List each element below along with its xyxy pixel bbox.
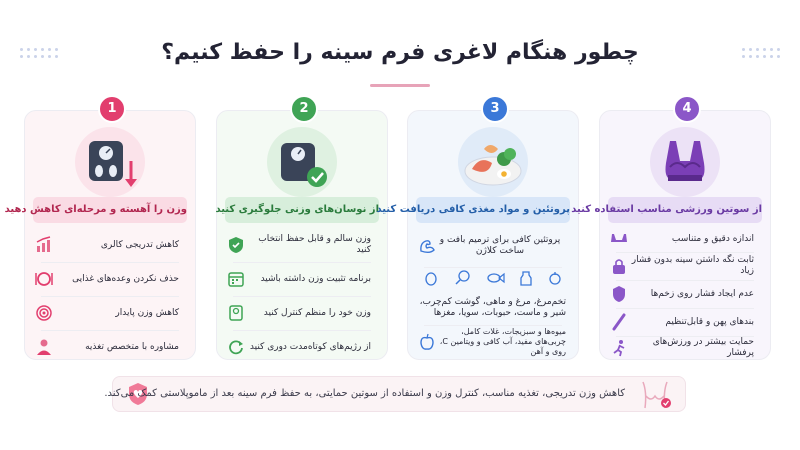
list-item	[225, 333, 379, 361]
list-item	[608, 227, 762, 251]
bra-icon	[608, 228, 630, 250]
fish-icon	[486, 271, 504, 289]
list-item-label: ثابت نگه داشتن سینه بدون فشار زیاد	[631, 255, 754, 276]
list-item	[225, 265, 379, 293]
card-heading: وزن را آهسته و مرحله‌ای کاهش دهید	[33, 197, 187, 223]
card-gradual-weight-loss	[4, 101, 196, 360]
calendar-icon	[225, 268, 247, 290]
plate-icon	[33, 268, 55, 290]
list-item-label: وزن سالم و قابل حفظ انتخاب کنید	[258, 234, 371, 255]
divider	[41, 296, 179, 297]
lock-icon	[608, 255, 630, 277]
card-sports-bra	[571, 101, 771, 360]
scale-arrow-down-icon	[75, 127, 145, 197]
sports-bra-icon	[650, 127, 720, 197]
summary-banner	[104, 376, 686, 412]
list-item-label: حذف نکردن وعده‌های غذایی	[72, 273, 179, 284]
divider	[233, 262, 371, 263]
card-heading: پروتئین و مواد مغذی کافی دریافت کنید	[416, 197, 570, 223]
list-item	[416, 291, 570, 325]
divider	[424, 267, 562, 268]
cycle-icon	[225, 336, 247, 358]
card-number-badge: 1	[98, 95, 126, 123]
list-item-label: کاهش وزن پایدار	[115, 307, 179, 318]
scale-icon	[225, 302, 247, 324]
list-item	[225, 231, 379, 259]
card-number-badge: 2	[290, 95, 318, 123]
list-item	[33, 265, 187, 293]
divider	[41, 330, 179, 331]
runner-icon	[608, 337, 630, 359]
card-heading: از نوسان‌های وزنی جلوگیری کنید	[225, 197, 379, 223]
list-item-label: پروتئین کافی برای ترمیم بافت و ساخت کلاژن	[439, 235, 561, 256]
list-item-label: عدم ایجاد فشار روی زخم‌ها	[650, 288, 754, 299]
shield-icon	[608, 283, 630, 305]
list-item-label: کاهش تدریجی کالری	[100, 239, 179, 250]
title-underline	[370, 84, 430, 87]
divider	[41, 262, 179, 263]
list-item-label: بندهای پهن و قابل‌تنظیم	[665, 316, 754, 327]
scale-check-icon	[267, 127, 337, 197]
trend-down-icon	[33, 234, 55, 256]
nut-icon	[548, 271, 562, 289]
list-item	[33, 299, 187, 327]
card-number-badge: 3	[481, 95, 509, 123]
list-item-label: تخم‌مرغ، مرغ و ماهی، گوشت کم‌چرب، شیر و ماست، حبوبات، سویا، مغزها	[419, 297, 566, 318]
list-item-label: حمایت بیشتر در ورزش‌های پرفشار	[652, 337, 754, 358]
list-item	[33, 333, 187, 361]
list-item-label: مشاوره با متخصص تغذیه	[85, 341, 179, 352]
egg-icon	[424, 270, 438, 290]
milk-icon	[520, 270, 532, 290]
shield-icon	[225, 234, 247, 256]
muscle-icon	[416, 235, 438, 257]
list-item-label: برنامه تثبیت وزن داشته باشید	[260, 273, 371, 284]
list-item-label: میوه‌ها و سبزیجات، غلات کامل، چربی‌های مفید، آب کافی و ویتامین C، روی و آهن	[439, 327, 566, 356]
body-silhouette-icon	[635, 378, 675, 414]
list-item	[608, 337, 762, 359]
target-icon	[33, 302, 55, 324]
list-item	[608, 253, 762, 279]
apple-icon	[416, 331, 438, 353]
card-avoid-weight-fluctuation	[215, 101, 388, 360]
list-item	[608, 309, 762, 335]
list-item-label: وزن خود را منظم کنترل کنید	[263, 307, 371, 318]
list-item-label: اندازه دقیق و متناسب	[671, 233, 754, 244]
list-item	[608, 281, 762, 307]
chicken-icon	[454, 270, 470, 290]
list-item	[416, 327, 570, 357]
divider	[233, 330, 371, 331]
list-item-label: از رژیم‌های کوتاه‌مدت دوری کنید	[249, 341, 371, 352]
strap-icon	[608, 311, 630, 333]
divider	[424, 325, 562, 326]
protein-plate-icon	[458, 127, 528, 197]
summary-text: کاهش وزن تدریجی، تغذیه مناسب، کنترل وزن و استفاده از سوتین حمایتی، به حفظ فرم سینه بعد از ماموپلاستی کمک می‌کند.	[104, 388, 625, 399]
food-icons-row	[416, 269, 570, 291]
list-item	[225, 299, 379, 327]
card-protein-nutrition	[376, 101, 579, 360]
list-item	[416, 229, 570, 263]
card-heading: از سوتین ورزشی مناسب استفاده کنید	[608, 197, 762, 223]
list-item	[33, 231, 187, 259]
divider	[233, 296, 371, 297]
card-number-badge: 4	[673, 95, 701, 123]
doctor-icon	[33, 336, 55, 358]
page-title: چطور هنگام لاغری فرم سینه را حفظ کنیم؟	[161, 40, 639, 65]
